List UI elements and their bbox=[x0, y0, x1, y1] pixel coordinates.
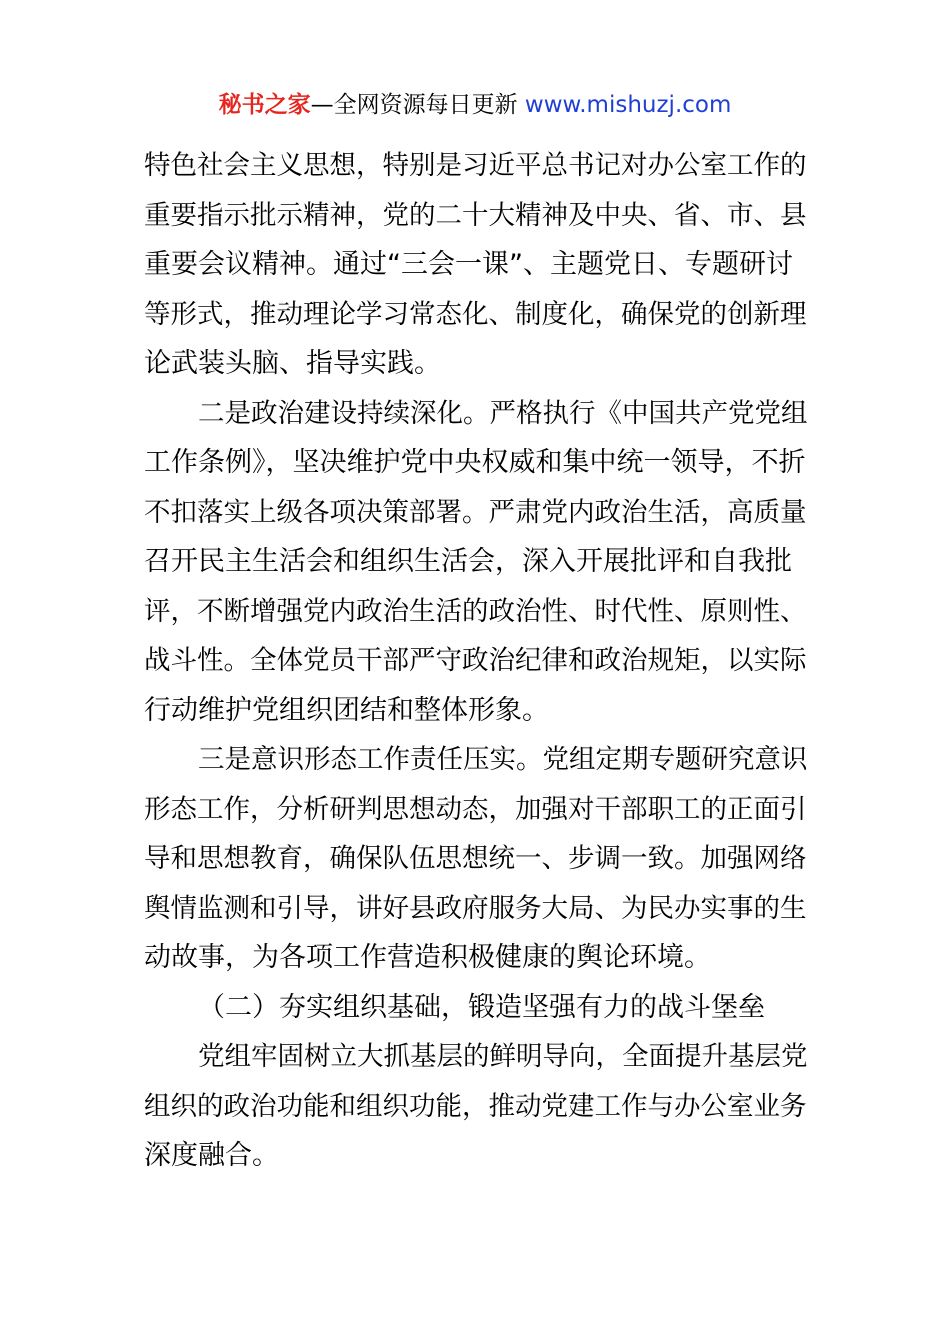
text-line: 战斗性。全体党员干部严守政治纪律和政治规矩，以实际 bbox=[144, 645, 807, 676]
text-line: 召开民主生活会和组织生活会，深入开展批评和自我批 bbox=[144, 546, 792, 577]
text-line: 行动维护党组织团结和整体形象。 bbox=[144, 694, 549, 726]
text-line: 评，不断增强党内政治生活的政治性、时代性、原则性、 bbox=[144, 595, 807, 627]
text-line: 深度融合。 bbox=[144, 1140, 279, 1171]
text-line: 特色社会主义思想，特别是习近平总书记对办公室工作的 bbox=[144, 150, 807, 181]
page-header bbox=[0, 88, 950, 122]
site-tagline: —全网资源每日更新 bbox=[310, 92, 518, 118]
text-line: 动故事，为各项工作营造积极健康的舆论环境。 bbox=[144, 942, 711, 973]
text-line: 导和思想教育，确保队伍思想统一、步调一致。加强网络 bbox=[144, 843, 807, 874]
text-line: 形态工作，分析研判思想动态，加强对干部职工的正面引 bbox=[144, 793, 807, 825]
document-body bbox=[144, 141, 814, 1181]
text-line: 等形式，推动理论学习常态化、制度化，确保党的创新理 bbox=[144, 298, 807, 330]
text-line: 重要指示批示精神，党的二十大精神及中央、省、市、县 bbox=[144, 199, 807, 231]
text-line: （二）夯实组织基础，锻造坚强有力的战斗堡垒 bbox=[198, 991, 765, 1023]
text-line: 三是意识形态工作责任压实。党组定期专题研究意识 bbox=[198, 744, 808, 775]
text-line: 党组牢固树立大抓基层的鲜明导向，全面提升基层党 bbox=[198, 1041, 808, 1072]
text-line: 二是政治建设持续深化。严格执行《中国共产党党组 bbox=[198, 397, 808, 429]
text-line: 组织的政治功能和组织功能，推动党建工作与办公室业务 bbox=[144, 1090, 807, 1122]
text-line: 重要会议精神。通过“三会一课”、主题党日、专题研讨 bbox=[144, 249, 793, 280]
site-url-link[interactable]: www.mishuzj.com bbox=[524, 92, 732, 118]
text-line: 舆情监测和引导，讲好县政府服务大局、为民办实事的生 bbox=[144, 892, 807, 924]
site-brand: 秘书之家 bbox=[218, 92, 311, 118]
text-line: 论武装头脑、指导实践。 bbox=[144, 348, 441, 379]
text-line: 不扣落实上级各项决策部署。严肃党内政治生活，高质量 bbox=[144, 496, 807, 528]
text-line: 工作条例》，坚决维护党中央权威和集中统一领导，不折 bbox=[144, 447, 806, 478]
